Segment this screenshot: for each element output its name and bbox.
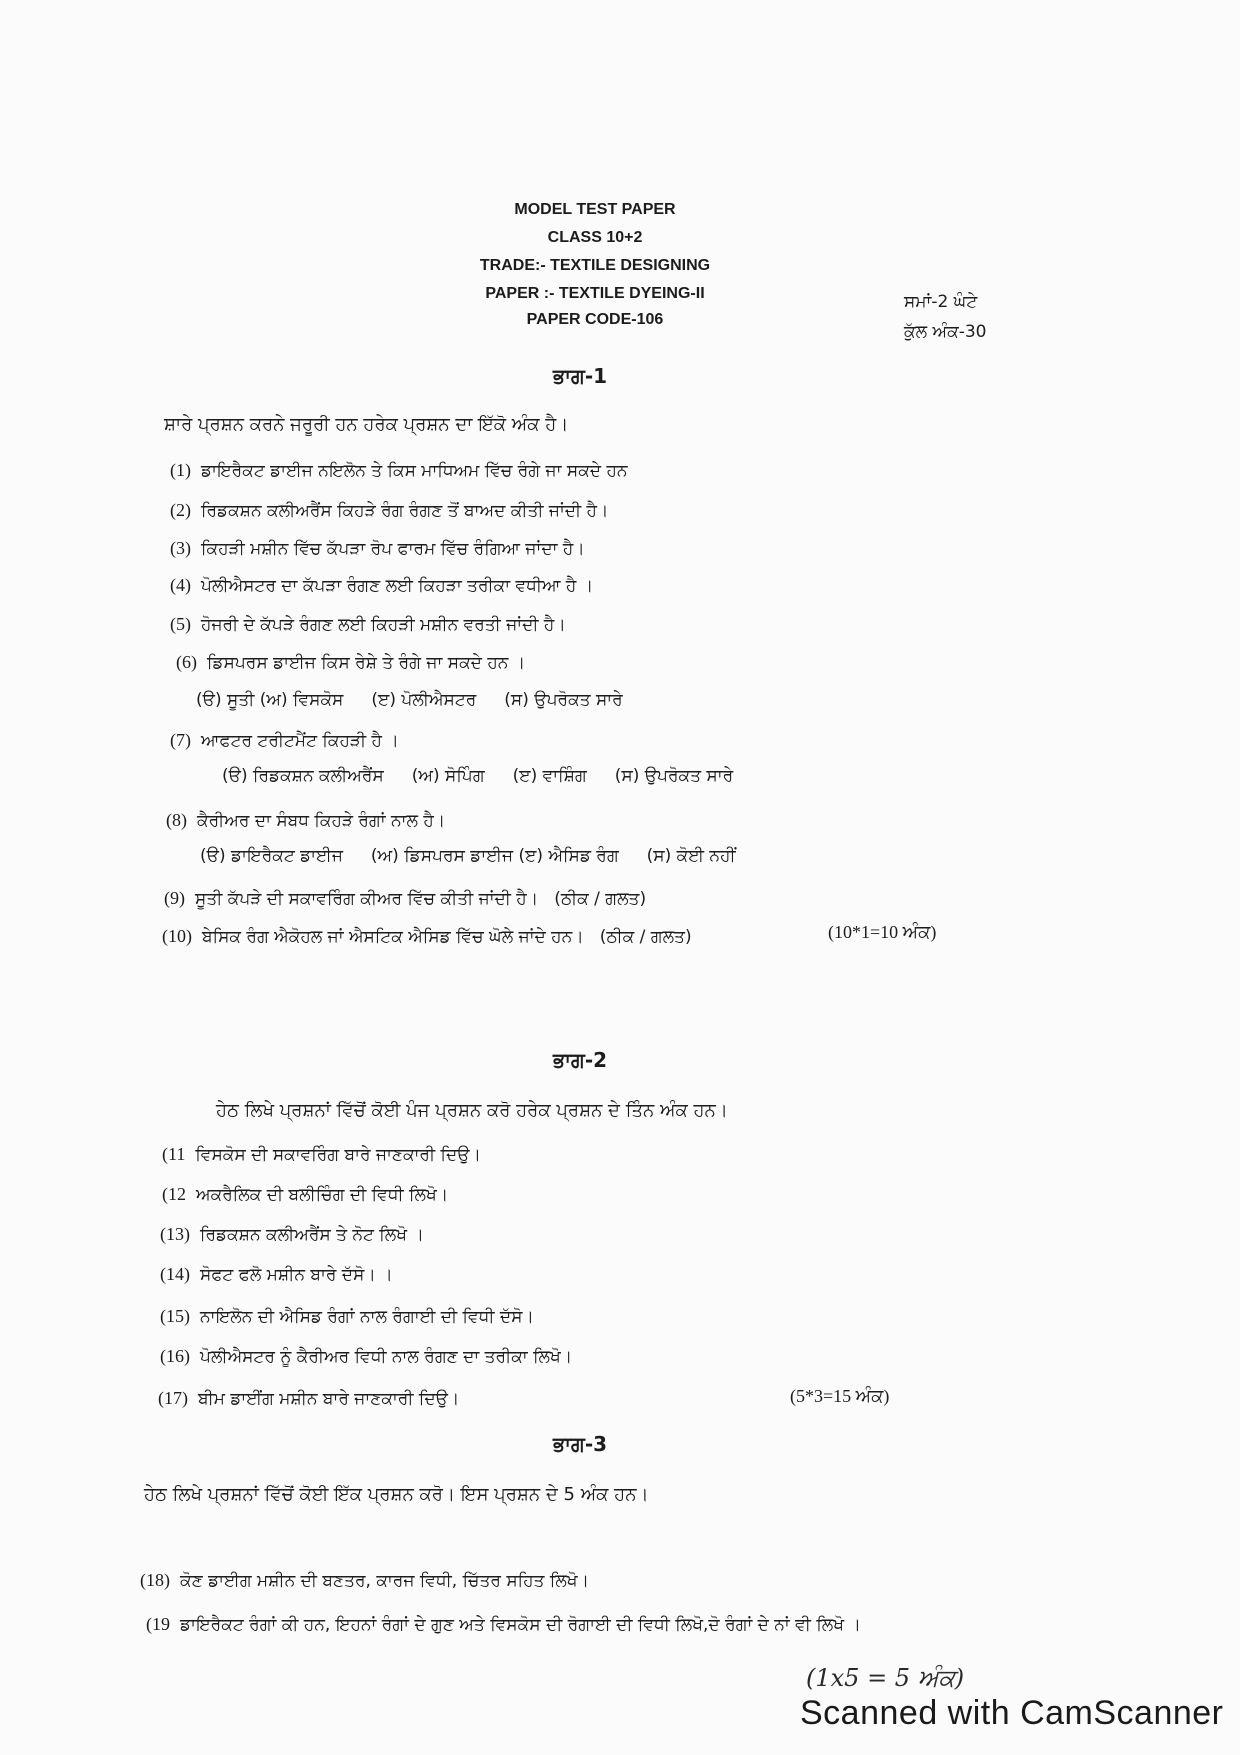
option: (ੳ) ਸੂਤੀ (ਅ) ਵਿਸਕੋਸ: [196, 690, 344, 710]
scanner-watermark: Scanned with CamScanner: [800, 1694, 1224, 1732]
question-text: ਬੀਮ ਡਾਈਂਗ ਮਸ਼ੀਨ ਬਾਰੇ ਜਾਣਕਾਰੀ ਦਿਉ।: [198, 1389, 460, 1409]
question-text: ਕੈਰੀਅਰ ਦਾ ਸੰਬਧ ਕਿਹੜੇ ਰੰਗਾਂ ਨਾਲ ਹੈ।: [197, 811, 446, 831]
question-number: (14): [160, 1264, 190, 1284]
section-2-title: ਭਾਗ-2: [552, 1048, 608, 1072]
question-9: [164, 888, 646, 909]
question-5: [170, 614, 566, 635]
question-number: (19: [146, 1614, 170, 1634]
handwritten-marks-note: (1x5 = 5 ਅੰਕ): [806, 1664, 965, 1692]
question-number: (8): [166, 810, 187, 830]
option: (ਅ) ਸੋਪਿੰਗ: [411, 766, 485, 786]
question-1: [170, 460, 628, 481]
question-number: (4): [170, 575, 191, 595]
question-text: ਰਿਡਕਸ਼ਨ ਕਲੀਅਰੈਂਸ ਕਿਹੜੇ ਰੰਗ ਰੰਗਣ ਤੋਂ ਬਾਅਦ ਕੀਤੀ ਜਾਂਦੀ ਹੈ।: [201, 501, 609, 521]
question-11: [162, 1144, 481, 1165]
question-text: ਅਕਰੈਲਿਕ ਦੀ ਬਲੀਚਿੰਗ ਦੀ ਵਿਧੀ ਲਿਖੋ।: [196, 1185, 449, 1205]
question-text: ਸੂਤੀ ਕੱਪੜੇ ਦੀ ਸਕਾਵਰਿੰਗ ਕੀਅਰ ਵਿੱਚ ਕੀਤੀ ਜਾਂਦੀ ਹੈ।: [195, 889, 539, 909]
question-8: [166, 810, 445, 831]
section-1-marks: (10*1=10 ਅੰਕ): [828, 922, 937, 942]
question-text: ਪੋਲੀਐਸਟਰ ਨੂੰ ਕੈਰੀਅਰ ਵਿਧੀ ਨਾਲ ਰੰਗਣ ਦਾ ਤਰੀਕਾ ਲਿਖੋ।: [200, 1347, 573, 1367]
question-6-options: [196, 690, 651, 710]
question-number: (13): [160, 1224, 190, 1244]
time-allowed: ਸਮਾਂ-2 ਘੰਟੇ: [904, 292, 978, 312]
question-number: (3): [170, 538, 191, 558]
section-3-instruction: ਹੇਠ ਲਿਖੇ ਪ੍ਰਸ਼ਨਾਂ ਵਿੱਚੋਂ ਕੋਈ ਇੱਕ ਪ੍ਰਸ਼ਨ ਕਰੋ। ਇਸ ਪ੍ਰਸ਼ਨ ਦੇ 5 ਅੰਕ ਹਨ।: [144, 1484, 649, 1505]
question-7-options: [222, 766, 761, 786]
question-text: ਕਿਹੜੀ ਮਸ਼ੀਨ ਵਿੱਚ ਕੱਪੜਾ ਰੋਪ ਫਾਰਮ ਵਿੱਚ ਰੰਗਿਆ ਜਾਂਦਾ ਹੈ।: [201, 539, 585, 559]
option: (ਸ) ਉਪਰੋਕਤ ਸਾਰੇ: [614, 766, 734, 786]
question-17: [158, 1388, 459, 1409]
class-line: CLASS 10+2: [547, 229, 643, 246]
option: (ੲ) ਪੋਲੀਐਸਟਰ: [371, 690, 477, 710]
question-2: [170, 500, 608, 521]
question-text: ਕੋਣ ਡਾਈਗ ਮਸ਼ੀਨ ਦੀ ਬਣਤਰ, ਕਾਰਜ ਵਿਧੀ, ਚਿੱਤਰ ਸਹਿਤ ਲਿਖੋ।: [180, 1571, 590, 1591]
question-13: [160, 1224, 424, 1245]
question-15: [160, 1306, 534, 1327]
question-text: ਡਾਇਰੈਕਟ ਰੰਗਾਂ ਕੀ ਹਨ, ਇਹਨਾਂ ਰੰਗਾਂ ਦੇ ਗੁਣ ਅਤੇ ਵਿਸਕੋਸ ਦੀ ਰੋਗਾਈ ਦੀ ਵਿਧੀ ਲਿਖੋ,ਦੋ ਰੰਗਾਂ ਦੇ ਨਾਂ ਵੀ ਲਿਖੋ ।: [180, 1615, 861, 1635]
question-text: ਹੋਜਰੀ ਦੇ ਕੱਪੜੇ ਰੰਗਣ ਲਈ ਕਿਹੜੀ ਮਸ਼ੀਨ ਵਰਤੀ ਜਾਂਦੀ ਹੈ।: [201, 615, 566, 635]
option: (ੳ) ਡਾਇਰੈਕਟ ਡਾਈਜ: [200, 846, 343, 866]
question-10: [162, 926, 692, 947]
true-false-hint: (ਠੀਕ / ਗਲਤ): [554, 889, 647, 909]
section-2-instruction: ਹੇਠ ਲਿਖੇ ਪ੍ਰਸ਼ਨਾਂ ਵਿੱਚੋਂ ਕੋਈ ਪੰਜ ਪ੍ਰਸ਼ਨ ਕਰੋ ਹਰੇਕ ਪ੍ਰਸ਼ਨ ਦੇ ਤਿੰਨ ਅੰਕ ਹਨ।: [216, 1100, 728, 1121]
option: (ਸ) ਕੋਈ ਨਹੀਂ: [646, 846, 736, 866]
question-6: [176, 652, 525, 673]
question-18: [140, 1570, 589, 1591]
question-number: (9): [164, 888, 185, 908]
section-2-marks: (5*3=15 ਅੰਕ): [790, 1386, 890, 1406]
question-3: [170, 538, 585, 559]
section-1-title: ਭਾਗ-1: [552, 364, 608, 388]
question-text: ਪੋਲੀਐਸਟਰ ਦਾ ਕੱਪੜਾ ਰੰਗਣ ਲਈ ਕਿਹੜਾ ਤਰੀਕਾ ਵਧੀਆ ਹੈ ।: [201, 576, 594, 596]
question-text: ਡਾਇਰੈਕਟ ਡਾਈਜ ਨਇਲੋਨ ਤੇ ਕਿਸ ਮਾਧਿਅਮ ਵਿੱਚ ਰੰਗੇ ਜਾ ਸਕਦੇ ਹਨ: [201, 461, 628, 481]
question-text: ਰਿਡਕਸ਼ਨ ਕਲੀਅਰੈਂਸ ਤੇ ਨੋਟ ਲਿਖੋ ।: [200, 1225, 424, 1245]
question-number: (7): [170, 730, 191, 750]
question-number: (12: [162, 1184, 186, 1204]
question-text: ਆਫਟਰ ਟਰੀਟਮੈਂਟ ਕਿਹੜੀ ਹੈ ।: [201, 731, 399, 751]
trade-line: TRADE:- TEXTILE DESIGNING: [479, 257, 711, 274]
question-number: (11: [162, 1144, 186, 1164]
paper-title: MODEL TEST PAPER: [514, 201, 676, 218]
question-number: (16): [160, 1346, 190, 1366]
question-text: ਡਿਸਪਰਸ ਡਾਈਜ ਕਿਸ ਰੇਸ਼ੇ ਤੇ ਰੰਗੇ ਜਾ ਸਕਦੇ ਹਨ ।: [207, 653, 526, 673]
question-number: (5): [170, 614, 191, 634]
question-text: ਬੇਸਿਕ ਰੰਗ ਐਕੋਹਲ ਜਾਂ ਐਸਟਿਕ ਐਸਿਡ ਵਿੱਚ ਘੋਲੇ ਜਾਂਦੇ ਹਨ।: [202, 927, 584, 947]
option: (ੳ) ਰਿਡਕਸ਼ਨ ਕਲੀਅਰੈਂਸ: [222, 766, 384, 786]
question-number: (18): [140, 1570, 170, 1590]
question-number: (10): [162, 926, 192, 946]
question-text: ਸੋਫਟ ਫਲੋ ਮਸ਼ੀਨ ਬਾਰੇ ਦੱਸੋ। ।: [200, 1265, 393, 1285]
true-false-hint: (ਠੀਕ / ਗਲਤ): [599, 927, 692, 947]
question-text: ਵਿਸਕੋਸ ਦੀ ਸਕਾਵਰਿੰਗ ਬਾਰੇ ਜਾਣਕਾਰੀ ਦਿਉ।: [195, 1145, 481, 1165]
paper-code-line: PAPER CODE-106: [526, 311, 664, 328]
option: (ੲ) ਵਾਸ਼ਿੰਗ: [512, 766, 587, 786]
section-3-title: ਭਾਗ-3: [552, 1432, 608, 1456]
question-text: ਨਾਇਲੋਨ ਦੀ ਐਸਿਡ ਰੰਗਾਂ ਨਾਲ ਰੰਗਾਈ ਦੀ ਵਿਧੀ ਦੱਸੋ।: [200, 1307, 534, 1327]
section-1-instruction: ਸ਼ਾਰੇ ਪ੍ਰਸ਼ਨ ਕਰਨੇ ਜਰੂਰੀ ਹਨ ਹਰੇਕ ਪ੍ਰਸ਼ਨ ਦਾ ਇੱਕੋ ਅੰਕ ਹੈ।: [164, 414, 569, 435]
question-number: (1): [170, 460, 191, 480]
question-16: [160, 1346, 572, 1367]
question-number: (17): [158, 1388, 188, 1408]
paper-name-line: PAPER :- TEXTILE DYEING-II: [485, 285, 705, 302]
question-number: (15): [160, 1306, 190, 1326]
question-19: [146, 1614, 861, 1635]
question-12: [162, 1184, 448, 1205]
question-number: (6): [176, 652, 197, 672]
option: (ਅ) ਡਿਸਪਰਸ ਡਾਈਜ (ੲ) ਐਸਿਡ ਰੰਗ: [370, 846, 619, 866]
total-marks: ਕੁੱਲ ਅੰਕ-30: [904, 322, 987, 342]
question-7: [170, 730, 399, 751]
option: (ਸ) ਉਪਰੋਕਤ ਸਾਰੇ: [504, 690, 623, 710]
question-8-options: [200, 846, 764, 866]
question-14: [160, 1264, 393, 1285]
question-4: [170, 575, 593, 596]
question-number: (2): [170, 500, 191, 520]
